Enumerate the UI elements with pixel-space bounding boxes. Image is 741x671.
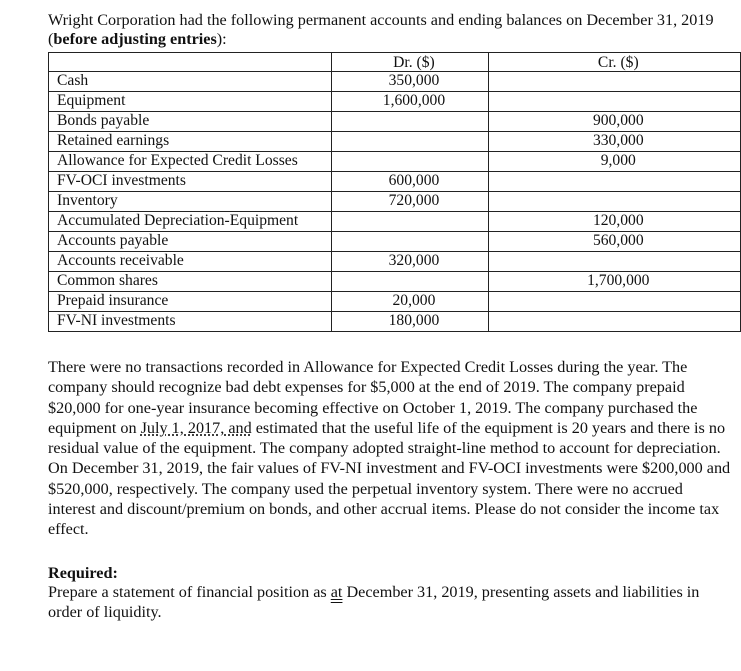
account-name: Allowance for Expected Credit Losses <box>49 152 332 172</box>
account-name: Bonds payable <box>49 112 332 132</box>
paragraph-part-1: There were no transactions recorded in Allowance for Expected Credit Losses during the year. The company should recognize bad debt expenses for $5,000 at the end of 2019. The company prepaid $20,000 for one-year insurance becoming effective on October 1, 2019. The company purchased the equipment on <box>48 358 698 437</box>
cr-value: 1,700,000 <box>488 272 740 292</box>
table-row <box>49 132 741 152</box>
paragraph-underlined-date: July 1, 2017, and <box>140 418 252 437</box>
dr-value: 350,000 <box>332 72 488 92</box>
table-row <box>49 92 741 112</box>
account-name: Accounts payable <box>49 232 332 252</box>
cr-value: 330,000 <box>488 132 740 152</box>
table-row <box>49 212 741 232</box>
account-name: Prepaid insurance <box>49 292 332 312</box>
dr-value <box>332 152 488 172</box>
account-name: FV-OCI investments <box>49 172 332 192</box>
dr-value <box>332 132 488 152</box>
cr-value: 120,000 <box>488 212 740 232</box>
table-row <box>49 112 741 132</box>
cr-value: 560,000 <box>488 232 740 252</box>
required-text <box>48 582 731 623</box>
cr-value: 9,000 <box>488 152 740 172</box>
header-account-cell <box>49 53 332 72</box>
account-name: Common shares <box>49 272 332 292</box>
paragraph-part-2: estimated that the useful life of the equipment is 20 years and there is no residual value of the equipment. The company adopted straight-line method to account for depreciation. On December 31, 2019, the fair values of FV-NI investment and FV-OCI investments were $200,000 and $520,000, respectively. The company used the perpetual inventory system. There were no accrued interest and discount/premium on bonds, and other accrual items. Please do not consider the income tax effect. <box>48 418 731 539</box>
header-cr: Cr. ($) <box>488 53 740 72</box>
dr-value <box>332 112 488 132</box>
required-text-end: December 31, 2019, presenting assets and liabilities in order of liquidity. <box>48 583 700 622</box>
table-row <box>49 72 741 92</box>
intro-text <box>48 11 728 49</box>
cr-value <box>488 312 740 332</box>
table-row <box>49 192 741 212</box>
dr-value: 1,600,000 <box>332 92 488 112</box>
problem-paragraph <box>48 357 731 540</box>
intro-bold: before adjusting entries <box>53 30 217 48</box>
table-row <box>49 152 741 172</box>
header-dr: Dr. ($) <box>332 53 488 72</box>
intro-text-start: Wright Corporation had the following permanent accounts and ending balances on December 31, 2019 ( <box>48 11 714 48</box>
dr-value: 180,000 <box>332 312 488 332</box>
table-row <box>49 272 741 292</box>
dr-value: 20,000 <box>332 292 488 312</box>
cr-value <box>488 172 740 192</box>
account-name: Cash <box>49 72 332 92</box>
dr-value <box>332 272 488 292</box>
required-title: Required: <box>48 564 118 582</box>
required-underlined-at: at <box>330 583 343 601</box>
cr-value <box>488 92 740 112</box>
table-row <box>49 312 741 332</box>
cr-value <box>488 292 740 312</box>
account-name: Inventory <box>49 192 332 212</box>
cr-value: 900,000 <box>488 112 740 132</box>
dr-value: 320,000 <box>332 252 488 272</box>
dr-value: 600,000 <box>332 172 488 192</box>
table-row <box>49 292 741 312</box>
cr-value <box>488 252 740 272</box>
cr-value <box>488 192 740 212</box>
table-header-row <box>49 53 741 72</box>
account-name: FV-NI investments <box>49 312 332 332</box>
required-text-start: Prepare a statement of financial position as <box>48 583 331 601</box>
account-name: Equipment <box>49 92 332 112</box>
cr-value <box>488 72 740 92</box>
account-name: Accounts receivable <box>49 252 332 272</box>
dr-value <box>332 212 488 232</box>
dr-value <box>332 232 488 252</box>
account-name: Accumulated Depreciation-Equipment <box>49 212 332 232</box>
table-row <box>49 172 741 192</box>
dr-value: 720,000 <box>332 192 488 212</box>
intro-text-end: ): <box>216 30 227 48</box>
accounts-table <box>48 52 741 332</box>
table-row <box>49 232 741 252</box>
account-name: Retained earnings <box>49 132 332 152</box>
table-row <box>49 252 741 272</box>
